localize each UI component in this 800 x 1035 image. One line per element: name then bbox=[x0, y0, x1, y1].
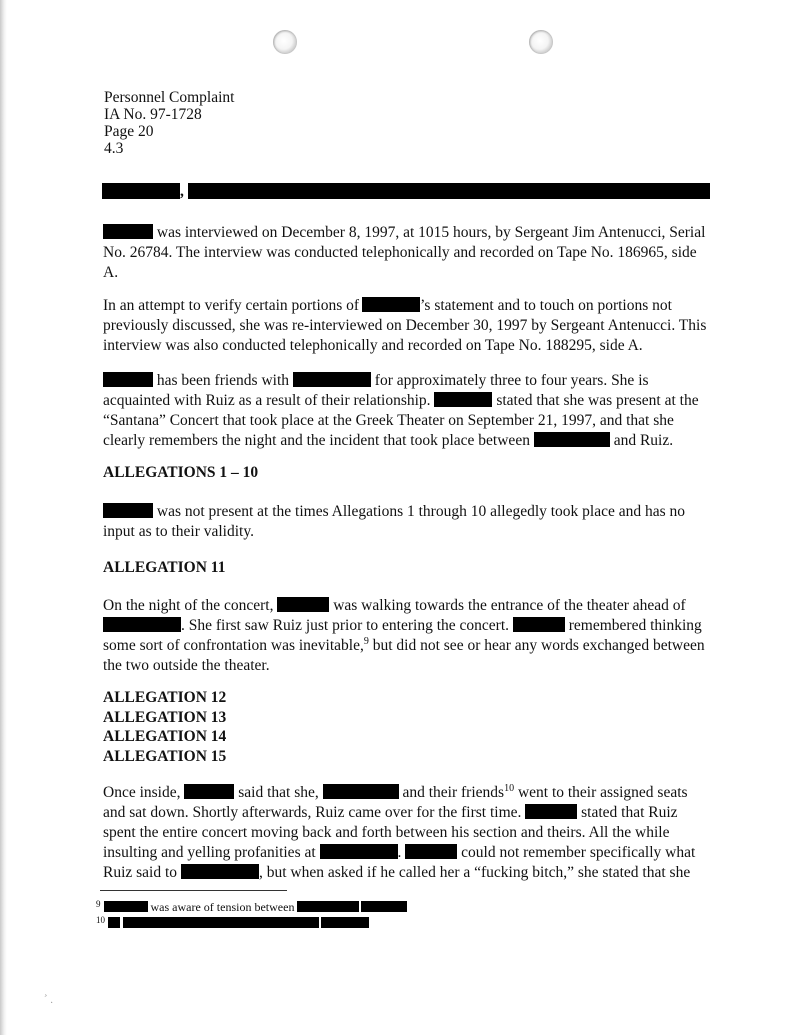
header-line-page: Page 20 bbox=[104, 123, 154, 140]
paragraph-once-inside bbox=[103, 783, 713, 883]
paragraph-text: . bbox=[397, 844, 402, 861]
heading-allegations-1-10: ALLEGATIONS 1 – 10 bbox=[103, 464, 259, 481]
redaction bbox=[103, 617, 181, 632]
paragraph-night-of-concert bbox=[103, 596, 713, 676]
redaction bbox=[513, 617, 565, 632]
heading-allegation-14: ALLEGATION 14 bbox=[103, 728, 227, 745]
redaction bbox=[320, 844, 398, 859]
paragraph-text: went to their assigned seats and sat down. Shortly afterwards, Ruiz came over for the first time. bbox=[103, 784, 688, 821]
paragraph-text: and their friends bbox=[402, 784, 505, 801]
redaction bbox=[362, 297, 420, 312]
paragraph-text: ’s statement and to touch on portions not previously discussed, she was re-interviewed on December 30, 1997 by Sergeant Antenucci. This interview was also conducted telephonically and recorded on Tape No. 188295, side A. bbox=[103, 297, 707, 354]
redaction bbox=[103, 503, 153, 518]
redaction bbox=[123, 917, 319, 928]
punch-hole-left bbox=[273, 30, 297, 54]
footnote-text: was aware of tension between bbox=[150, 900, 295, 914]
paragraph-text: . She first saw Ruiz just prior to entering the concert. bbox=[181, 617, 510, 634]
redaction bbox=[104, 901, 148, 912]
footnote-ref-9: 9 bbox=[363, 636, 369, 647]
paragraph-text: and Ruiz. bbox=[613, 432, 674, 449]
redaction bbox=[525, 804, 577, 819]
footnote-ref-10: 10 bbox=[504, 783, 515, 794]
redaction bbox=[108, 917, 120, 928]
redaction bbox=[293, 372, 371, 387]
scan-edge-shadow bbox=[0, 0, 7, 1035]
paragraph-text: stated that Ruiz spent the entire concert moving back and forth between his section and theirs. All the while insulting and yelling profanities at bbox=[103, 804, 678, 861]
scan-speck: · bbox=[50, 998, 54, 1009]
redaction bbox=[321, 917, 369, 928]
paragraph-text: Once inside, bbox=[103, 784, 181, 801]
paragraph-text: was interviewed on December 8, 1997, at 1015 hours, by Sergeant Jim Antenucci, Serial No. 26784. The interview was conducted telephonically and recorded on Tape No. 186965, side A. bbox=[103, 224, 706, 281]
paragraph-text: said that she, bbox=[238, 784, 319, 801]
redacted-title-text bbox=[188, 183, 710, 199]
paragraph-text: for approximately three to four years. She is acquainted with Ruiz as a result of their relationship. bbox=[103, 372, 649, 409]
paragraph-text: remembered thinking some sort of confrontation was inevitable, bbox=[103, 617, 702, 654]
redaction bbox=[103, 372, 153, 387]
paragraph-text: was walking towards the entrance of the theater ahead of bbox=[333, 597, 686, 614]
heading-allegation-13: ALLEGATION 13 bbox=[103, 708, 227, 726]
redaction bbox=[181, 864, 259, 879]
redacted-title-name bbox=[102, 183, 180, 199]
document-header bbox=[104, 89, 234, 157]
heading-allegation-15: ALLEGATION 15 bbox=[103, 747, 227, 765]
heading-allegation-11: ALLEGATION 11 bbox=[103, 559, 226, 576]
redaction bbox=[297, 901, 359, 912]
redaction bbox=[184, 784, 234, 799]
paragraph-text: was not present at the times Allegations 1 through 10 allegedly took place and has no input as to their validity. bbox=[103, 503, 686, 540]
redaction bbox=[323, 784, 399, 799]
redaction bbox=[361, 901, 407, 912]
paragraph-text: In an attempt to verify certain portions of bbox=[103, 297, 360, 314]
header-line-section: 4.3 bbox=[104, 140, 124, 157]
punch-hole-right bbox=[529, 30, 553, 54]
header-line-complaint: Personnel Complaint bbox=[104, 89, 235, 106]
footnote-number: 10 bbox=[96, 915, 105, 925]
footnote-number: 9 bbox=[96, 899, 101, 909]
paragraph-interview-1 bbox=[103, 223, 713, 283]
paragraph-text: , but when asked if he called her a “fucking bitch,” she stated that she bbox=[258, 864, 691, 881]
paragraph-reinterview bbox=[103, 296, 713, 356]
paragraph-text: has been friends with bbox=[156, 372, 290, 389]
redaction bbox=[534, 432, 610, 447]
heading-allegations-12-15 bbox=[103, 688, 226, 766]
redaction bbox=[103, 224, 153, 239]
header-line-ia-number: IA No. 97-1728 bbox=[104, 106, 202, 123]
paragraph-text: could not remember specifically what Ruiz said to bbox=[103, 844, 696, 881]
paragraph-text: stated that she was present at the “Santana” Concert that took place at the Greek Theater on September 21, 1997, and that she clearly remembers the night and the incident that took place between bbox=[103, 392, 699, 449]
paragraph-not-present bbox=[103, 502, 713, 542]
redaction bbox=[405, 844, 457, 859]
paragraph-text: On the night of the concert, bbox=[103, 597, 274, 614]
scan-speck: ¸ bbox=[44, 986, 48, 997]
footnote-separator bbox=[100, 890, 287, 891]
paragraph-relationship bbox=[103, 371, 713, 451]
heading-allegation-12: ALLEGATION 12 bbox=[103, 689, 227, 706]
footnote-9 bbox=[96, 900, 407, 914]
redaction bbox=[434, 392, 492, 407]
paragraph-text: but did not see or hear any words exchanged between the two outside the theater. bbox=[103, 637, 705, 674]
redaction bbox=[277, 597, 329, 612]
title-comma: , bbox=[180, 183, 184, 200]
footnote-10 bbox=[96, 916, 369, 930]
